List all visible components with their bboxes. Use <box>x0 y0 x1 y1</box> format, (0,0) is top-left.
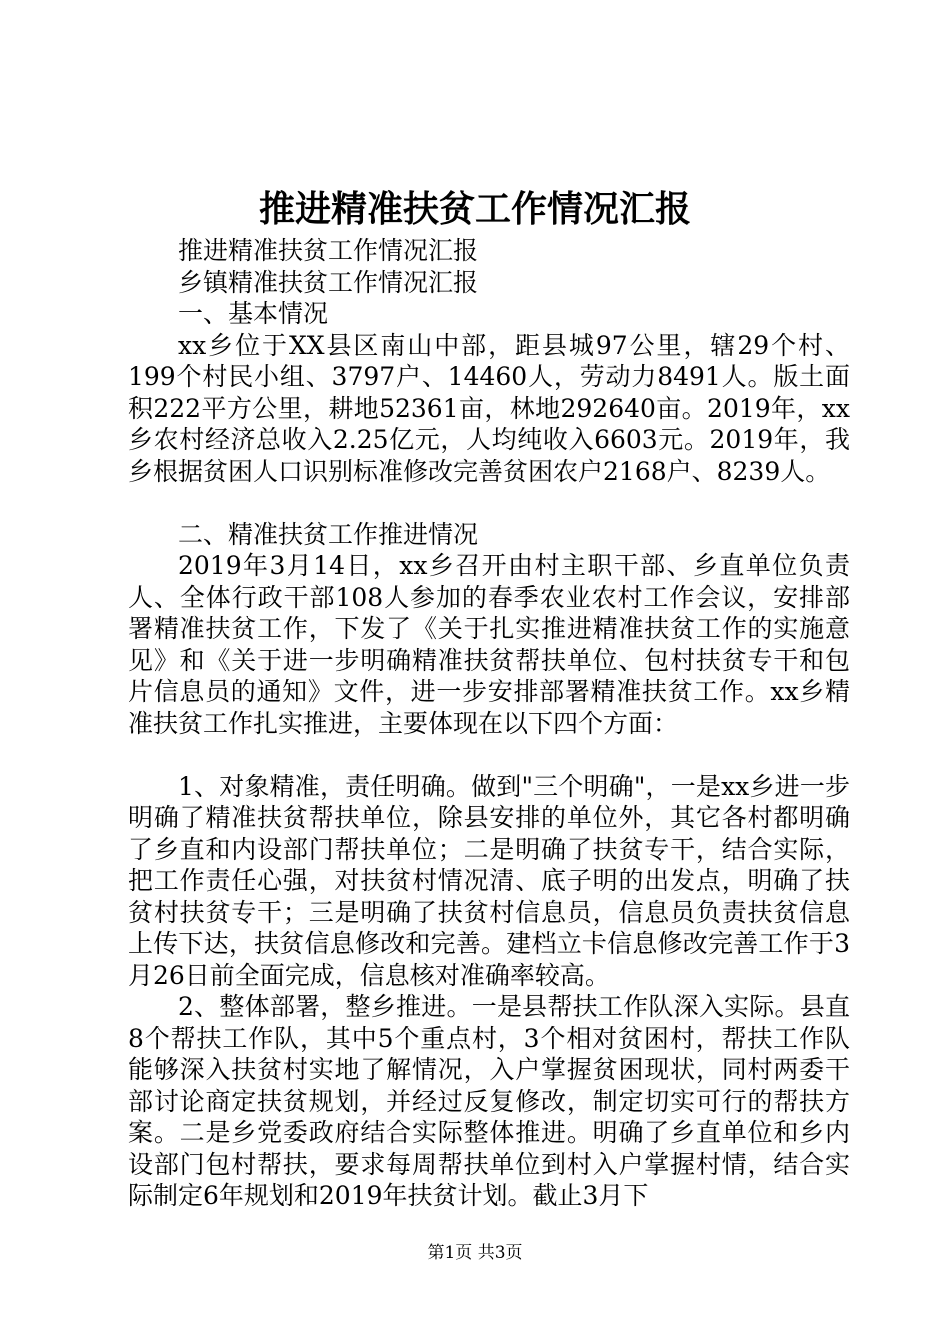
paragraph-point-1: 1、对象精准，责任明确。做到"三个明确"，一是xx乡进一步明确了精准扶贫帮扶单位，除县安排的单位外，其它各村都明确了乡直和内设部门帮扶单位；二是明确了扶贫专干，结合实际，把工作责任心强，对扶贫村情况清、底子明的出发点，明确了扶贫村扶贫专干；三是明确了扶贫村信息员，信息员负责扶贫信息上传下达，扶贫信息修改和完善。建档立卡信息修改完善工作于3月26日前全面完成，信息核对准确率较高。 <box>128 771 850 990</box>
page-footer: 第1页 共3页 <box>427 1243 523 1263</box>
paragraph-subtitle-1: 推进精准扶贫工作情况汇报 <box>178 236 479 265</box>
document-title: 推进精准扶贫工作情况汇报 <box>258 188 691 230</box>
section-heading-progress: 二、精准扶贫工作推进情况 <box>178 519 479 549</box>
document-body <box>128 235 850 1212</box>
paragraph-point-2: 2、整体部署，整乡推进。一是县帮扶工作队深入实际。县直8个帮扶工作队，其中5个重点村，3个相对贫困村，帮扶工作队能够深入扶贫村实地了解情况，入户掌握贫困现状，同村两委干部讨论商定扶贫规划，并经过反复修改，制定切实可行的帮扶方案。二是乡党委政府结合实际整体推进。明确了乡直单位和乡内设部门包村帮扶，要求每周帮扶单位到村入户掌握村情，结合实际制定6年规划和2019年扶贫计划。截止3月下 <box>128 992 850 1210</box>
paragraph-basic-info: xx乡位于XX县区南山中部，距县城97公里，辖29个村、199个村民小组、3797户、14460人，劳动力8491人。版土面积222平方公里，耕地52361亩，林地292640亩。2019年，xx乡农村经济总收入2.25亿元，人均纯收入6603元。2019年，我乡根据贫困人口识别标准修改完善贫困农户2168户、8239人。 <box>128 330 850 486</box>
paragraph-subtitle-2: 乡镇精准扶贫工作情况汇报 <box>178 267 479 297</box>
paragraph-meeting: 2019年3月14日，xx乡召开由村主职干部、乡直单位负责人、全体行政干部108人参加的春季农业农村工作会议，安排部署精准扶贫工作，下发了《关于扎实推进精准扶贫工作的实施意见》和《关于进一步明确精准扶贫帮扶单位、包村扶贫专干和包片信息员的通知》文件，进一步安排部署精准扶贫工作。xx乡精准扶贫工作扎实推进，主要体现在以下四个方面： <box>128 551 850 738</box>
section-heading-basic: 一、基本情况 <box>178 299 329 328</box>
